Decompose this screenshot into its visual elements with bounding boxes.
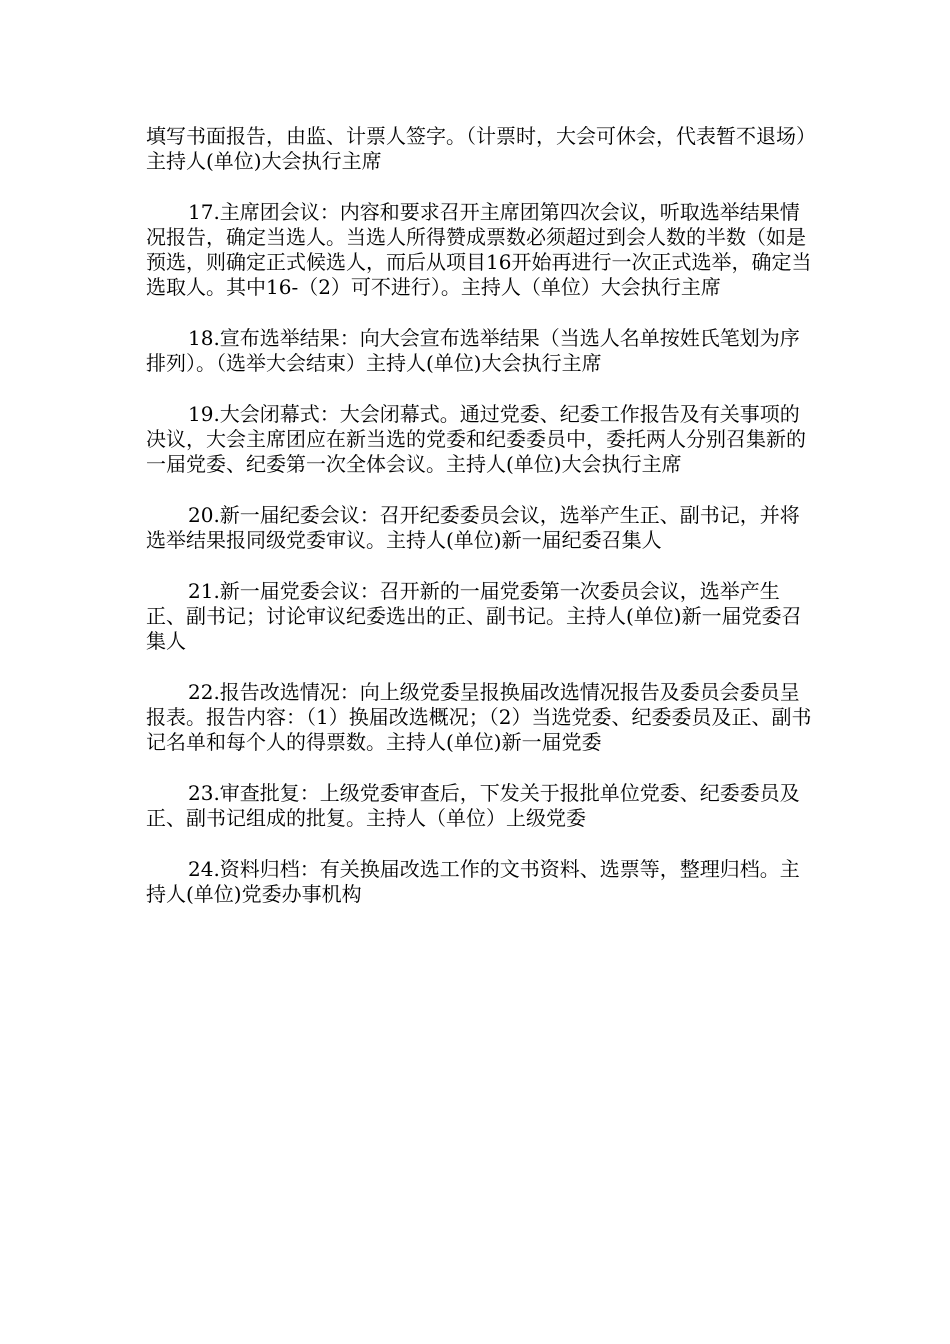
paragraph-item-20: 20.新一届纪委会议：召开纪委委员会议，选举产生正、副书记，并将选举结果报同级党委审议。主持人(单位)新一届纪委召集人: [146, 503, 800, 552]
paragraph-item-19: 19.大会闭幕式：大会闭幕式。通过党委、纪委工作报告及有关事项的决议，大会主席团应在新当选的党委和纪委委员中，委托两人分别召集新的一届党委、纪委第一次全体会议。主持人(单位)大会执行主席: [146, 402, 806, 476]
paragraph-item-17: 17.主席团会议：内容和要求召开主席团第四次会议，听取选举结果情况报告，确定当选人。当选人所得赞成票数必须超过到会人数的半数（如是预选，则确定正式候选人，而后从项目16开始再进行一次正式选举，确定当选取人。其中16-（2）可不进行）。主持人（单位）大会执行主席: [146, 200, 812, 299]
paragraph-item-23: 23.审查批复：上级党委审查后，下发关于报批单位党委、纪委委员及正、副书记组成的批复。主持人（单位）上级党委: [146, 781, 800, 830]
paragraph-item-22: 22.报告改选情况：向上级党委呈报换届改选情况报告及委员会委员呈报表。报告内容：（1）换届改选概况；（2）当选党委、纪委委员及正、副书记名单和每个人的得票数。主持人(单位)新一届党委: [146, 680, 812, 754]
paragraph-item-21: 21.新一届党委会议：召开新的一届党委第一次委员会议，选举产生正、副书记；讨论审议纪委选出的正、副书记。主持人(单位)新一届党委召集人: [146, 579, 802, 653]
paragraph-continuation: 填写书面报告，由监、计票人签字。（计票时，大会可休会，代表暂不退场）主持人(单位)大会执行主席: [146, 124, 806, 173]
document-page: [146, 124, 814, 907]
paragraph-item-24: 24.资料归档：有关换届改选工作的文书资料、选票等，整理归档。主持人(单位)党委办事机构: [146, 857, 800, 906]
paragraph-item-18: 18.宣布选举结果：向大会宣布选举结果（当选人名单按姓氏笔划为序排列）。（选举大会结束）主持人(单位)大会执行主席: [146, 326, 800, 375]
